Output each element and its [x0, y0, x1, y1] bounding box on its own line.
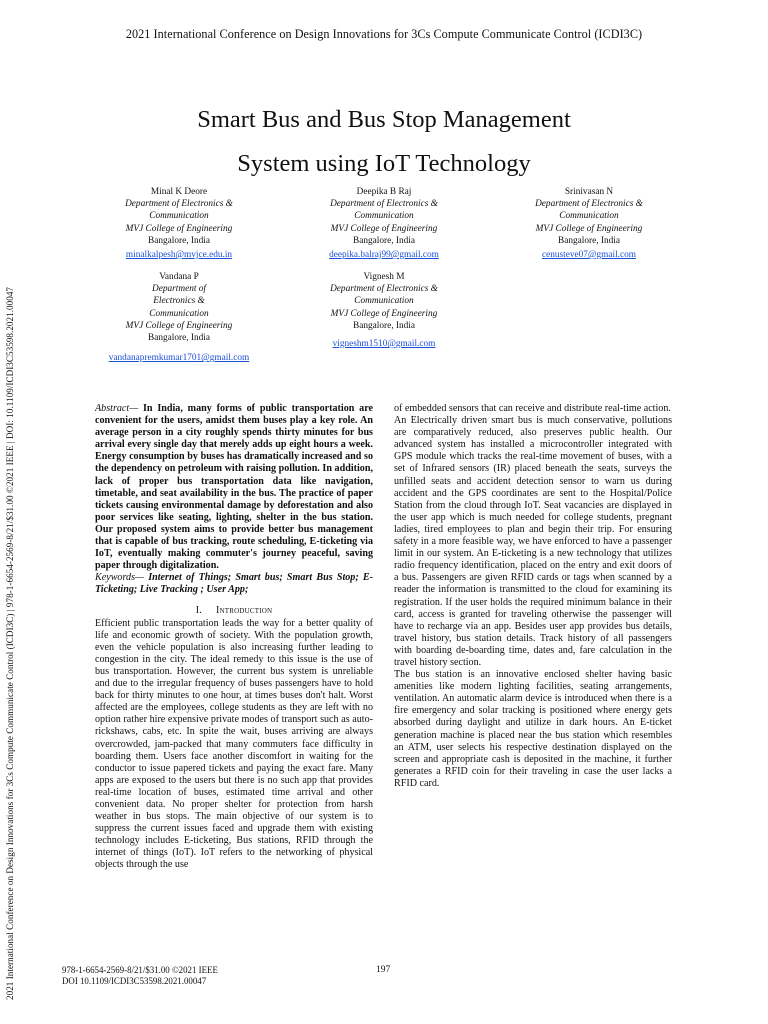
abstract: [95, 403, 373, 572]
abstract-label: Abstract—: [95, 403, 139, 414]
section-heading-introduction: [95, 605, 373, 617]
author-college: MVJ College of Engineering: [535, 223, 643, 234]
author-city: Bangalore, India: [148, 235, 210, 246]
author-city: Bangalore, India: [558, 235, 620, 246]
author-name: Vandana P: [159, 272, 199, 282]
author-college: MVJ College of Engineering: [125, 320, 233, 331]
author-block-5: [318, 271, 450, 350]
author-city: Bangalore, India: [353, 235, 415, 246]
paper-title: [0, 98, 768, 186]
author-name: Vignesh M: [363, 272, 405, 282]
left-column: [95, 403, 373, 872]
keywords-label: Keywords—: [95, 572, 144, 584]
author-block-1: [112, 186, 246, 261]
side-citation-note: 2021 International Conference on Design Innovations for 3Cs Compute Communicate Control (ICDI3C) | 978-1-6654-2569-8/21/$31.00 ©2021 IEEE | DOI: 10.1109/ICDI3C53598.2021.00047: [5, 286, 15, 1000]
intro-paragraph-1-continued: of embedded sensors that can receive and distribute real-time action.: [394, 403, 671, 414]
intro-paragraph-3: The bus station is an innovative enclosed shelter having basic amenities like modern lighting facilities, seating arrangements, ventilation. An automatic alarm device is introduced when there is a fire emergency and solar tracking is positioned where energy gets absorbed during daylight and utilize in dark hours. An E-ticket generation machine is placed near the bus station which resembles an ATM, user selects his respective destination displayed on the screen and appropriate cash is deposited in the machine, it further generates a RFID coin for their traveling in case the user lacks a RFID card.: [394, 669, 672, 789]
author-email-link[interactable]: cenusteve07@gmail.com: [541, 250, 636, 261]
page-number: 197: [376, 965, 391, 975]
author-email-link[interactable]: vigneshm1510@gmail.com: [332, 339, 436, 350]
author-department: Department of Electronics & Communication: [330, 199, 438, 222]
title-line-2: System using IoT Technology: [237, 150, 531, 177]
author-name: Deepika B Raj: [356, 187, 412, 197]
section-number: I.: [195, 604, 202, 616]
author-college: MVJ College of Engineering: [330, 223, 438, 234]
intro-paragraph-2: An Electrically driven smart bus is much conservative, pollutions are comparatively reduced, also preserves public health. Our advanced system has installed a microcontroller integrated with GPS module which tracks the real-time movement of buses, with a set of Infrared sensors (IR) placed beneath the seats, surveys the unfilled seats and accident detection sensor to warn us during accident and the GPS coordinates are sent to the Hospital/Police Station from the cloud through IoT. Seat vacancies are displayed in the user app which is much needed for college students, pregnant ladies, tired employees to plan and begin their trip. For ensuring safety in a more feasible way, we have enforced to have a passenger limit in our system. An E-ticketing is a new technology that utilizes radio frequency identification, placed on the entry and exit doors of a bus. Passengers are given RFID cards or tags when scanned by a reader the information is transmitted to the cloud for examining its registration. If the user holds the required minimum balance in their card, access is granted for traveling otherwise the passenger will have to recharge via an app. Besides user app provides bus details, travel history, bus station details. Track history of all passengers with boarding de-boarding time, dates and, fare calculation in the travel history section.: [394, 415, 672, 668]
intro-paragraph-1: Efficient public transportation leads the way for a better quality of life and economic growth of society. With the population growth, even the vehicle population is also increasing further leading to congestion in the city. The ideal remedy to this issue is the use of bus transportation. However, the current bus system is unreliable and due to the irregular frequency of buses passengers have to hold back for thirty minutes to one hour, at times buses don't halt. Worst affected are the employees, college students as they are left with no option rather hire expensive private modes of transport such as auto-rickshaws, cabs, etc. In spite the wait, buses arriving are always overcrowded, jam-packed that many commuters face difficulty in boarding them. Users face another discomfort in waiting for the conductor to issue papered tickets and paying the exact fare. Many apps are exposed to the users but there is no such app that provides real-time location of buses, estimated time arrival and other convenient data. No proper shelter for protection from harsh weather in bus stops. The main objective of our system is to suppress the current issues faced and upgrade them with existing technology includes E-ticketing, Bus stations, RFID through the internet of things (IoT). IoT refers to the networking of physical objects through the use: [95, 617, 373, 871]
abstract-text: In India, many forms of public transportation are convenient for the users, amidst them buses play a key role. An average person in a city roughly spends thirty minutes for bus arrival every single day that merely adds up eight hours a week. Energy consumption by buses has dramatically increased and so the dependency on petroleum with raising pollution. In addition, lack of proper bus transportation data like navigation, timetable, and seat availability in the bus. The practice of paper tickets causing environmental damage by deforestation and also poor services like seating, lighting, shelter in the bus station. Our proposed system aims to provide better bus management that is capable of bus tracking, route scheduling, E-ticketing via IoT, eventually making commuter's journey peaceful, saving paper through digitalization.: [95, 403, 373, 572]
right-column: [394, 403, 672, 790]
footer-isbn: 978-1-6654-2569-8/21/$31.00 ©2021 IEEE: [62, 965, 218, 975]
author-email-link[interactable]: deepika.balraj99@gmail.com: [329, 250, 439, 261]
author-college: MVJ College of Engineering: [330, 308, 438, 319]
author-name: Minal K Deore: [150, 187, 208, 197]
title-line-1: Smart Bus and Bus Stop Management: [197, 106, 571, 133]
author-block-3: [522, 186, 656, 261]
author-department: Department of Electronics & Communication: [330, 284, 438, 307]
author-college: MVJ College of Engineering: [125, 223, 233, 234]
keywords-text: Internet of Things; Smart bus; Smart Bus Stop; E-Ticketing; Live Tracking ; User App;: [95, 572, 373, 596]
author-department: Department of Electronics & Communication: [535, 199, 643, 222]
author-city: Bangalore, India: [353, 320, 415, 331]
author-email-link[interactable]: minalkalpesh@mvjce.edu.in: [125, 250, 233, 261]
author-name: Srinivasan N: [564, 187, 614, 197]
footer-copyright: [62, 965, 218, 987]
author-block-4: [100, 271, 258, 364]
author-department: Department of Electronics & Communication: [149, 284, 209, 319]
keywords: [95, 572, 373, 596]
conference-header: 2021 International Conference on Design Innovations for 3Cs Compute Communicate Control (ICDI3C): [125, 27, 643, 41]
author-block-2: [318, 186, 450, 261]
author-email-link[interactable]: vandanapremkumar1701@gmail.com: [108, 353, 250, 364]
author-department: Department of Electronics & Communication: [125, 199, 233, 222]
section-title: Introduction: [215, 604, 273, 616]
footer-doi: DOI 10.1109/ICDI3C53598.2021.00047: [62, 976, 207, 986]
author-city: Bangalore, India: [148, 333, 210, 344]
